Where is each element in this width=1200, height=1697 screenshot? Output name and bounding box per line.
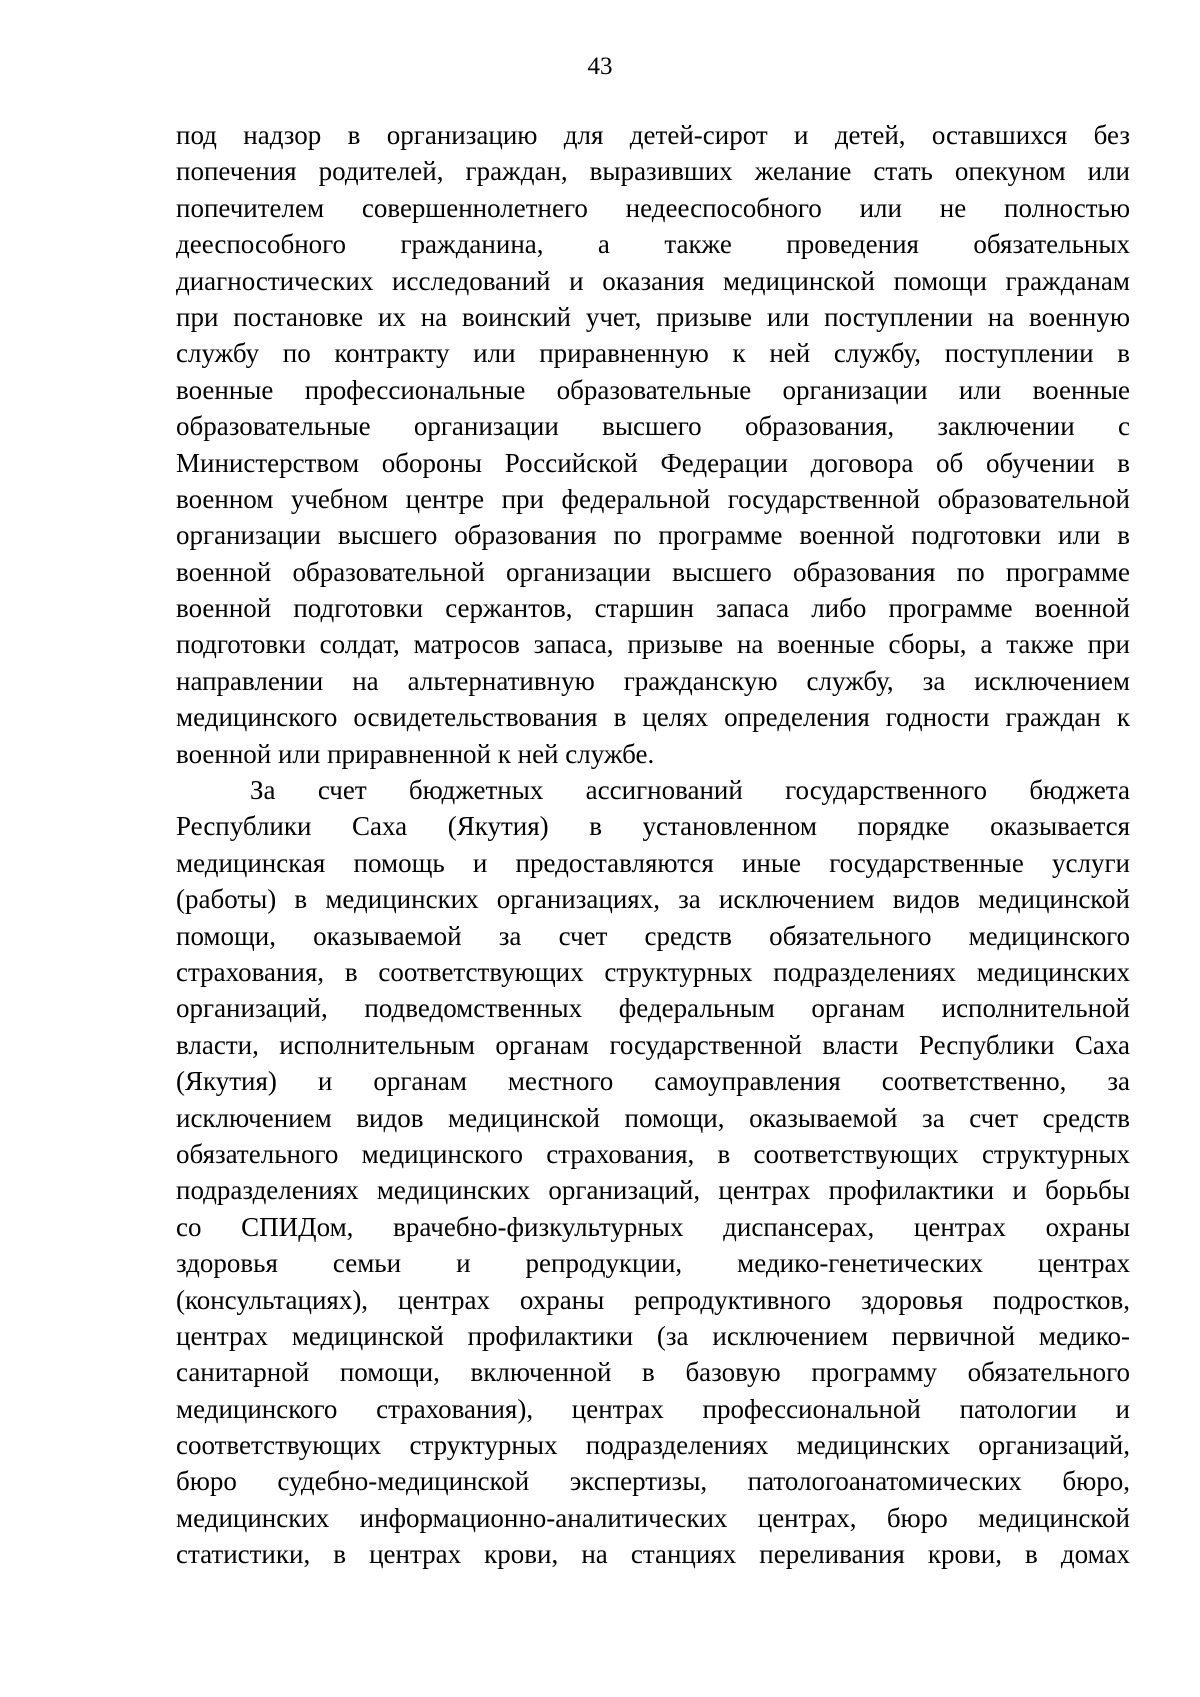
text-line: военные профессиональные образовательные организации или военные xyxy=(176,374,1130,405)
text-line: медицинских информационно-аналитических центрах, бюро медицинской xyxy=(176,1502,1130,1533)
text-line: со СПИДом, врачебно-физкультурных диспансерах, центрах охраны xyxy=(176,1211,1130,1242)
text-line: обязательного медицинского страхования, в соответствующих структурных xyxy=(176,1138,1130,1169)
text-line: здоровья семьи и репродукции, медико-генетических центрах xyxy=(176,1248,1130,1279)
text-line: (консультациях), центрах охраны репродуктивного здоровья подростков, xyxy=(176,1284,1130,1315)
text-line: попечения родителей, граждан, выразивших желание стать опекуном или xyxy=(176,156,1130,187)
text-line: службу по контракту или приравненную к ней службу, поступлении в xyxy=(176,338,1130,369)
text-line: помощи, оказываемой за счет средств обязательного медицинского xyxy=(176,920,1130,951)
text-line: военной или приравненной к ней службе. xyxy=(176,738,655,769)
text-line: военной образовательной организации высшего образования по программе xyxy=(176,556,1130,587)
text-line: медицинского страхования), центрах профессиональной патологии и xyxy=(176,1393,1130,1424)
text-line: направлении на альтернативную гражданскую службу, за исключением xyxy=(176,665,1130,696)
paragraph xyxy=(176,117,1130,772)
text-line: образовательные организации высшего образования, заключении с xyxy=(176,411,1130,442)
text-line: статистики, в центрах крови, на станциях переливания крови, в домах xyxy=(176,1539,1130,1570)
text-line: центрах медицинской профилактики (за исключением первичной медико- xyxy=(176,1320,1130,1351)
text-line: подразделениях медицинских организаций, центрах профилактики и борьбы xyxy=(176,1175,1130,1206)
text-line: Республики Саха (Якутия) в установленном порядке оказывается xyxy=(176,811,1130,842)
text-line: организаций, подведомственных федеральным органам исполнительной xyxy=(176,993,1130,1024)
text-line: (работы) в медицинских организациях, за исключением видов медицинской xyxy=(176,884,1130,915)
text-line: За счет бюджетных ассигнований государственного бюджета xyxy=(250,775,1130,806)
text-line: под надзор в организацию для детей-сирот и детей, оставшихся без xyxy=(176,120,1130,150)
text-line: военном учебном центре при федеральной государственной образовательной xyxy=(176,483,1130,514)
text-line: диагностических исследований и оказания медицинской помощи гражданам xyxy=(176,265,1130,296)
text-line: военной подготовки сержантов, старшин запаса либо программе военной xyxy=(176,593,1130,624)
text-line: медицинская помощь и предоставляются иные государственные услуги xyxy=(176,847,1130,878)
page-number: 43 xyxy=(587,53,613,80)
text-line: санитарной помощи, включенной в базовую программу обязательного xyxy=(176,1357,1130,1388)
text-line: соответствующих структурных подразделениях медицинских организаций, xyxy=(176,1430,1130,1461)
text-line: власти, исполнительным органам государственной власти Республики Саха xyxy=(176,1029,1130,1060)
text-line: подготовки солдат, матросов запаса, призыве на военные сборы, а также при xyxy=(176,629,1130,660)
text-line: (Якутия) и органам местного самоуправления соответственно, за xyxy=(176,1066,1130,1097)
text-line: медицинского освидетельствования в целях определения годности граждан к xyxy=(176,702,1130,733)
text-line: страхования, в соответствующих структурных подразделениях медицинских xyxy=(176,956,1130,987)
text-line: бюро судебно-медицинской экспертизы, патологоанатомических бюро, xyxy=(176,1466,1130,1497)
text-line: Министерством обороны Российской Федерации договора об обучении в xyxy=(176,447,1130,478)
text-line: попечителем совершеннолетнего недееспособного или не полностью xyxy=(176,192,1130,223)
text-line: организации высшего образования по программе военной подготовки или в xyxy=(176,520,1130,551)
document-body xyxy=(176,117,1130,1573)
text-line: исключением видов медицинской помощи, оказываемой за счет средств xyxy=(176,1102,1130,1133)
text-line: дееспособного гражданина, а также проведения обязательных xyxy=(176,229,1130,260)
text-line: при постановке их на воинский учет, призыве или поступлении на военную xyxy=(176,301,1130,332)
paragraph xyxy=(176,772,1130,1573)
